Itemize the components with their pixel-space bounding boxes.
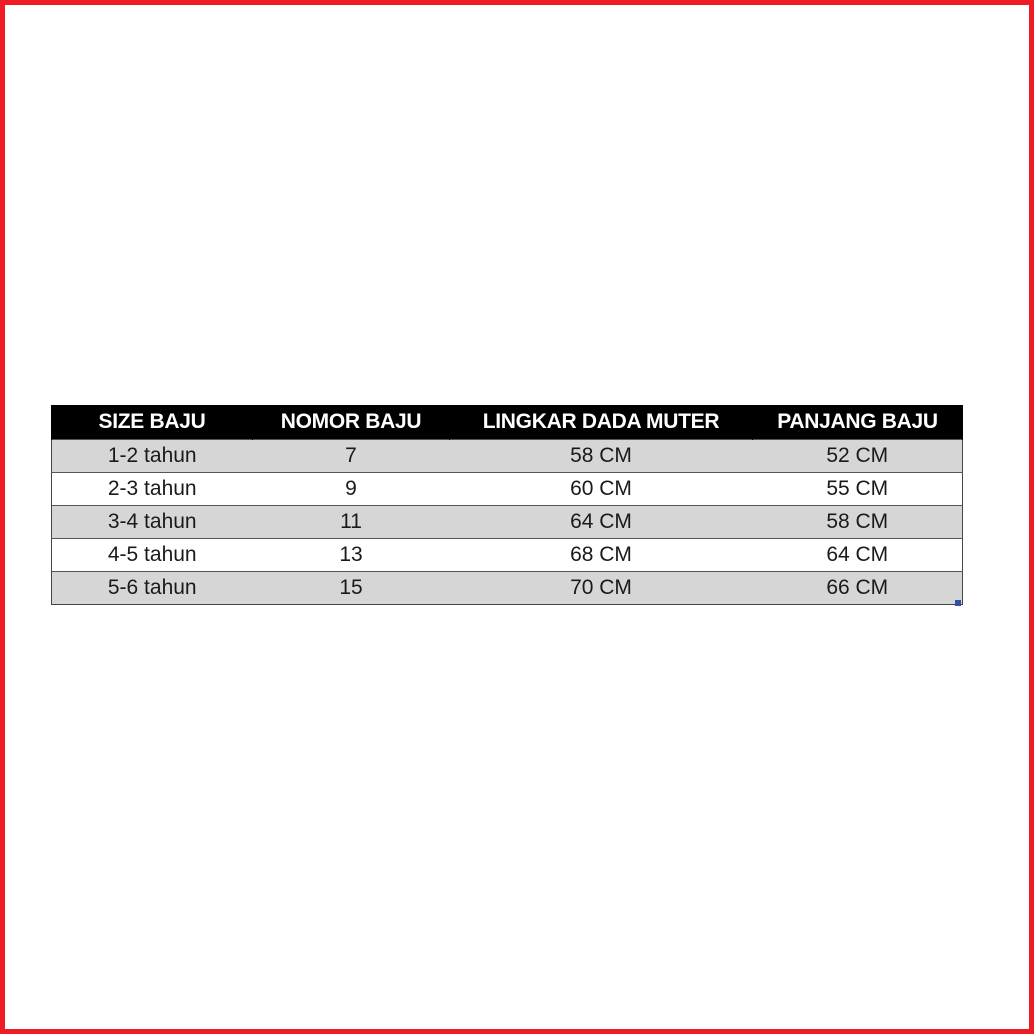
cell-nomor: 9 <box>253 473 450 506</box>
header-size-baju: SIZE BAJU <box>52 405 253 440</box>
cell-size: 3-4 tahun <box>52 506 253 539</box>
table-row <box>52 506 963 539</box>
cell-panjang: 52 CM <box>753 440 963 473</box>
cell-size: 1-2 tahun <box>52 440 253 473</box>
table-header-row <box>52 405 963 440</box>
cell-lingkar-dada: 58 CM <box>450 440 753 473</box>
cell-nomor: 15 <box>253 572 450 605</box>
cell-lingkar-dada: 64 CM <box>450 506 753 539</box>
cell-size: 5-6 tahun <box>52 572 253 605</box>
table-row <box>52 473 963 506</box>
size-chart-table <box>51 405 963 605</box>
cell-size: 2-3 tahun <box>52 473 253 506</box>
cell-panjang: 66 CM <box>753 572 963 605</box>
table-row <box>52 440 963 473</box>
cell-size: 4-5 tahun <box>52 539 253 572</box>
table-row <box>52 539 963 572</box>
header-panjang-baju: PANJANG BAJU <box>753 405 963 440</box>
cell-nomor: 11 <box>253 506 450 539</box>
cell-nomor: 7 <box>253 440 450 473</box>
header-lingkar-dada-muter: LINGKAR DADA MUTER <box>450 405 753 440</box>
header-nomor-baju: NOMOR BAJU <box>253 405 450 440</box>
cell-nomor: 13 <box>253 539 450 572</box>
cell-panjang: 58 CM <box>753 506 963 539</box>
selection-fill-handle[interactable] <box>955 600 961 606</box>
cell-lingkar-dada: 60 CM <box>450 473 753 506</box>
cell-panjang: 55 CM <box>753 473 963 506</box>
cell-panjang: 64 CM <box>753 539 963 572</box>
cell-lingkar-dada: 70 CM <box>450 572 753 605</box>
cell-lingkar-dada: 68 CM <box>450 539 753 572</box>
table-row <box>52 572 963 605</box>
